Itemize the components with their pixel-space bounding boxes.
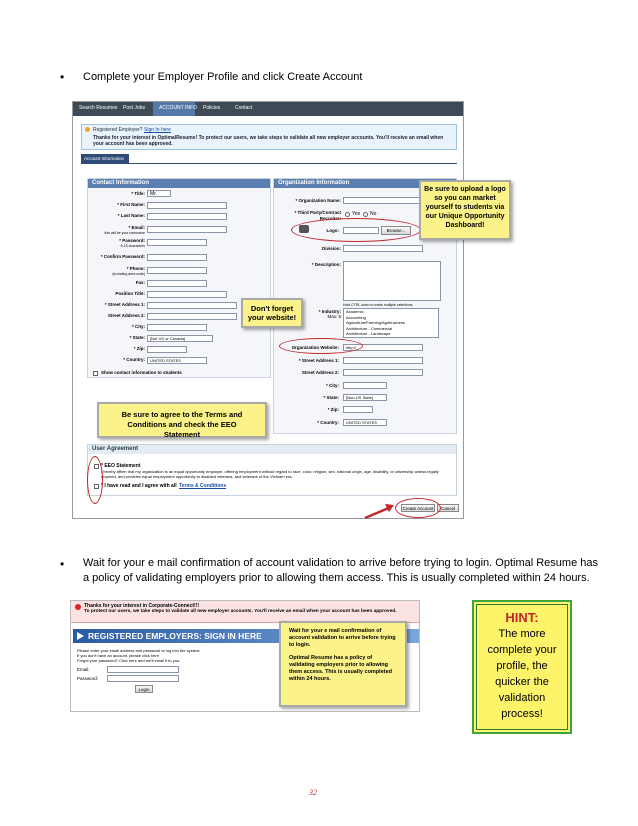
nav-policies[interactable]: Policies (203, 105, 221, 111)
title-select[interactable] (147, 190, 171, 197)
industry-hint: Hold CTRL down to make multiple selections (343, 303, 413, 307)
website-highlight-oval (279, 338, 363, 354)
alert-title: Thanks for your interest in Corporate-Connect!!! (84, 603, 200, 609)
login-button[interactable]: Login (135, 685, 153, 693)
last-name-label: * Last Name: (117, 213, 145, 218)
first-name-input[interactable] (147, 202, 227, 209)
email-login-input[interactable] (107, 666, 179, 673)
industry-label: * Industry: (318, 309, 341, 314)
cancel-button[interactable]: Cancel (437, 504, 459, 512)
zip-input[interactable] (147, 346, 187, 353)
hint-line: validation (498, 692, 546, 704)
org-country-value: UNITED STATES (346, 420, 377, 425)
validation-callout-p2: Optimal Resume has a policy of validating employers prior to allowing them access. This is usually completed within 24 hours. (289, 655, 393, 682)
browse-button[interactable]: Browse... (381, 226, 411, 235)
org-state-select[interactable] (343, 394, 387, 401)
email-label: * Email: (128, 225, 145, 230)
fax-label: Fax: (135, 280, 145, 285)
org-state-value: [Non-US State] (346, 395, 373, 400)
tab-account-information[interactable]: Account Information (81, 154, 129, 163)
confirm-password-input[interactable] (147, 254, 207, 261)
description-textarea[interactable] (343, 261, 441, 301)
password-login-label: Password: (77, 676, 99, 681)
contact-header: Contact Information (88, 179, 270, 188)
info-icon (85, 127, 90, 132)
password-note: 6-10 characters (120, 244, 145, 248)
website-value: http:// (346, 345, 357, 350)
eeo-title: * EEO Statement (101, 463, 141, 469)
industry-option[interactable]: Architecture - Commercial (346, 325, 393, 331)
step-2-line-2: a policy of validating employers prior to allowing them access. This is usually completed within 24 hours. (83, 572, 590, 584)
nav-post-jobs[interactable]: Post Jobs (123, 105, 145, 111)
state-value: [Not US or Canada] (150, 336, 185, 341)
banner-signin-link[interactable]: Sign In here (144, 127, 171, 133)
org-street1-input[interactable] (343, 357, 423, 364)
street1-label: * Street Address 1: (104, 302, 145, 307)
terms-callout (97, 402, 267, 438)
org-street2-input[interactable] (343, 369, 423, 376)
description-label: * Description: (311, 262, 341, 267)
third-party-label: * Third Party/Contract Recruiter: (294, 210, 341, 221)
street2-label: Street Address 2: (107, 313, 145, 318)
eeo-text: I hereby affirm that my organization is an equal opportunity employer, offering employment without regard to race, color, religion, sex, national origin, age, disability, or citizenship unless legally required, and provides equal employment opportunity to disabled veterans, and veterans of the Vietnam era. (101, 469, 439, 479)
org-name-label: * Organization Name: (295, 198, 341, 203)
org-street1-label: * Street Address 1: (298, 358, 339, 363)
tab-underline (81, 163, 457, 164)
country-select[interactable] (147, 357, 207, 364)
hint-line: complete your (487, 644, 557, 656)
banner-title: Registered Employer? (93, 127, 143, 133)
org-city-input[interactable] (343, 382, 387, 389)
first-name-label: * First Name: (117, 202, 145, 207)
create-account-highlight-oval (395, 498, 441, 518)
password-label: * Password: (119, 238, 145, 243)
phone-label: * Phone: (126, 266, 145, 271)
position-title-input[interactable] (147, 291, 227, 298)
third-party-yes-radio[interactable] (345, 212, 350, 217)
last-name-input[interactable] (147, 213, 227, 220)
logo-label: Logo: (326, 228, 339, 233)
step-1-text: Complete your Employer Profile and click Create Account (83, 71, 363, 83)
phone-note: (including area code) (112, 272, 145, 276)
city-label: * City: (131, 324, 145, 329)
hint-line: process! (501, 708, 543, 720)
fax-input[interactable] (147, 280, 207, 287)
industry-note: Max: 5 (327, 314, 341, 319)
division-input[interactable] (343, 245, 423, 252)
street2-input[interactable] (147, 313, 237, 320)
bullet-2: • (60, 557, 65, 571)
org-name-input[interactable] (343, 197, 423, 204)
hint-line: profile, the (496, 660, 548, 672)
industry-listbox[interactable] (343, 308, 439, 338)
password-login-input[interactable] (107, 675, 179, 682)
org-country-label: * Country: (317, 420, 339, 425)
website-callout (241, 298, 303, 328)
terms-callout-text: Be sure to agree to the Terms and Conditions and check the EEO Statement (121, 410, 243, 439)
hint-box (472, 600, 572, 734)
validation-callout (279, 621, 407, 707)
create-account-button[interactable]: Create Account (402, 506, 434, 511)
position-title-label: Position Title: (115, 291, 145, 296)
org-street2-label: Street Address 2: (301, 370, 339, 375)
banner-text: Thanks for your interest in OptimalResume! To protect our users, we take steps to validate all new employer accounts. You'll receive an email when your account has been approved. (93, 135, 444, 147)
website-label: Organization Website: (291, 345, 339, 350)
sign-in-title: REGISTERED EMPLOYERS: SIGN IN HERE (88, 631, 262, 641)
logo-highlight-oval (291, 218, 421, 242)
show-contact-label: Show contact information to students (101, 370, 182, 375)
sign-in-arrow-icon (77, 632, 84, 640)
screenshot-sign-in (70, 600, 420, 712)
division-label: Division: (321, 246, 341, 251)
terms-link[interactable]: Terms & Conditions (179, 483, 227, 489)
org-zip-input[interactable] (343, 406, 373, 413)
email-login-label: Email: (77, 667, 90, 672)
show-contact-checkbox[interactable] (93, 371, 98, 376)
confirm-password-label: * Confirm Password: (100, 254, 145, 259)
hint-title: HINT: (505, 610, 539, 625)
agreement-header: User Agreement (88, 445, 456, 454)
hint-line: The more (498, 628, 546, 640)
email-input[interactable] (147, 226, 227, 233)
nav-contact[interactable]: Contact (235, 105, 253, 111)
street1-input[interactable] (147, 302, 237, 309)
checkbox-highlight-oval (87, 456, 103, 504)
industry-option[interactable]: Academic (346, 309, 364, 314)
industry-option[interactable]: Architecture - Landscape (346, 331, 391, 336)
state-label: * State: (129, 335, 145, 340)
logo-callout (419, 180, 511, 240)
state-select[interactable] (147, 335, 213, 342)
org-zip-label: * Zip: (327, 407, 339, 412)
bullet-1: • (60, 70, 65, 84)
top-nav (73, 102, 463, 116)
nav-account-info[interactable]: ACCOUNT INFO (159, 105, 197, 111)
third-party-yes-label: Yes (352, 211, 361, 217)
third-party-no-radio[interactable] (363, 212, 368, 217)
step-2-line-1: Wait for your e mail confirmation of account validation to arrive before trying to login. Optimal Resume has (83, 557, 598, 569)
nav-search-resumes[interactable]: Search Resumes (79, 105, 118, 111)
password-input[interactable] (147, 239, 207, 246)
red-arrow-icon (363, 500, 397, 520)
country-label: * Country: (123, 357, 145, 362)
title-value: Mr. (150, 191, 157, 197)
instruction-line[interactable]: Forgot your password? Click here and we'll email it to you. (77, 658, 181, 663)
instruction-line[interactable]: If you don't have an account, please click here (77, 653, 159, 658)
city-input[interactable] (147, 324, 207, 331)
info-banner (81, 124, 457, 150)
country-value: UNITED STATES (150, 358, 181, 363)
alert-text: To protect our users, we take steps to validate all new employer accounts. You'll receive an email when your account has been approved. (84, 609, 397, 614)
zip-label: * Zip: (133, 346, 145, 351)
org-country-select[interactable] (343, 419, 387, 426)
alert-box (71, 601, 419, 623)
org-header: Organization Information (274, 179, 456, 188)
validation-callout-p1: Wait for your e mail confirmation of account validation to arrive before trying to login. (289, 628, 396, 648)
screenshot-employer-profile (72, 101, 506, 519)
title-label: * Title: (131, 191, 145, 196)
org-state-label: * State: (323, 395, 339, 400)
industry-option[interactable]: Accounting (346, 314, 366, 320)
alert-icon (75, 604, 81, 610)
org-city-label: * City: (325, 383, 339, 388)
website-callout-text: Don't forget your website! (247, 304, 297, 322)
industry-option[interactable]: Agriculture/Farming/Agribusiness (346, 320, 405, 325)
terms-text: * I have read and I agree with all (101, 483, 177, 489)
hint-line: quicker the (495, 676, 549, 688)
page-number: 32 (309, 788, 317, 797)
instruction-line: Please enter your email address and password to log into the system. (77, 648, 201, 653)
third-party-no-label: No (370, 211, 377, 217)
logo-callout-text: Be sure to upload a logo so you can market yourself to students via our Unique Opportunity Dashboard! (424, 186, 506, 229)
phone-input[interactable] (147, 267, 207, 274)
email-note: this will be your username (104, 231, 145, 235)
